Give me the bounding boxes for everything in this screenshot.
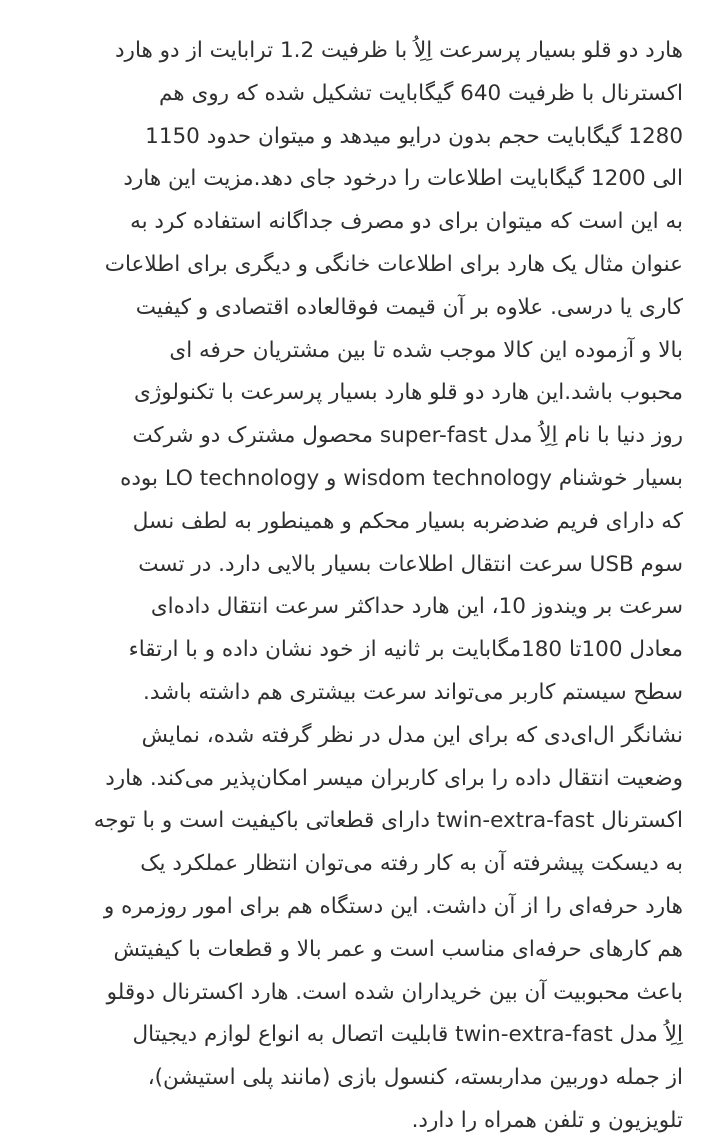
text-line: کاری یا درسی. علاوه بر آن قیمت فوقالعاده اقتصادی و کیفیت [135, 294, 683, 320]
text-line: محبوب باشد.این هارد دو قلو هارد بسیار پرسرعت با تکنولوژی [134, 380, 683, 406]
text-line: هارد حرفه‌ای را از آن داشت. این دستگاه هم برای امور روزمره و [103, 893, 683, 919]
text-line: اکسترنال twin-extra-fast دارای قطعاتی باکیفیت است و با توجه [93, 808, 683, 834]
text-line: 1280 گیگابایت حجم بدون درایو میدهد و میتوان حدود 1150 [145, 123, 683, 149]
text-line: سطح سیستم کاربر می‌تواند سرعت بیشتری هم داشته باشد. [142, 679, 683, 705]
text-line: هم کارهای حرفه‌ای مناسب است و عمر بالا و قطعات با کیفیتش [113, 936, 683, 962]
text-line: که دارای فریم ضدضربه بسیار محکم و همینطور به لطف نسل [132, 508, 683, 534]
product-description [33, 30, 683, 1143]
text-line: باعث محبوبیت آن بین خریداران شده است. هارد اکسترنال دوقلو [106, 979, 683, 1005]
text-line: سوم USB سرعت انتقال اطلاعات بسیار بالایی دارد. در تست [138, 551, 683, 577]
text-line: تلویزیون و تلفن همراه را دارد. [411, 1107, 683, 1133]
text-line: به این است که میتوان برای دو مصرف جداگانه استفاده کرد به [130, 209, 683, 235]
text-line: بالا و آزموده این کالا موجب شده تا بین مشتریان حرفه ای [169, 337, 683, 363]
text-line: وضعیت انتقال داده را برای کاربران میسر امکان‌پذیر می‌کند. هارد [105, 765, 683, 791]
text-line: الی 1200 گیگابایت اطلاعات را درخود جای دهد.مزیت این هارد [123, 166, 683, 192]
text-line: هارد دو قلو بسیار پرسرعت اِلِاُ با ظرفیت 1.2 ترابایت از دو هارد [114, 38, 683, 63]
text-line: سرعت بر ویندوز 10، این هارد حداکثر سرعت انتقال داده‌ای [150, 594, 683, 620]
text-line: نشانگر ال‌ای‌دی که برای این مدل در نظر گرفته شده، نمایش [141, 722, 683, 748]
text-line: روز دنیا با نام اِلِاُ مدل super-fast محصول مشترک دو شرکت [132, 423, 683, 449]
text-line: از جمله دوربین مداربسته، کنسول بازی (مانند پلی استیشن)، [147, 1065, 683, 1091]
text-line: به دیسکت پیشرفته آن به کار رفته می‌توان انتظار عملکرد یک [140, 851, 683, 877]
text-line: معادل 100تا 180مگابایت بر ثانیه از خود نشان داده و با ارتقاء [128, 637, 683, 663]
text-line: اکسترنال با ظرفیت 640 گیگابایت تشکیل شده که روی هم [158, 80, 683, 106]
text-line: بسیار خوشنام wisdom technology و LO technology بوده [120, 465, 683, 491]
text-line: عنوان مثال یک هارد برای اطلاعات خانگی و دیگری برای اطلاعات [104, 251, 683, 277]
text-line: اِلِاُ مدل twin-extra-fast قابلیت اتصال به انواع لوازم دیجیتال [132, 1022, 683, 1048]
